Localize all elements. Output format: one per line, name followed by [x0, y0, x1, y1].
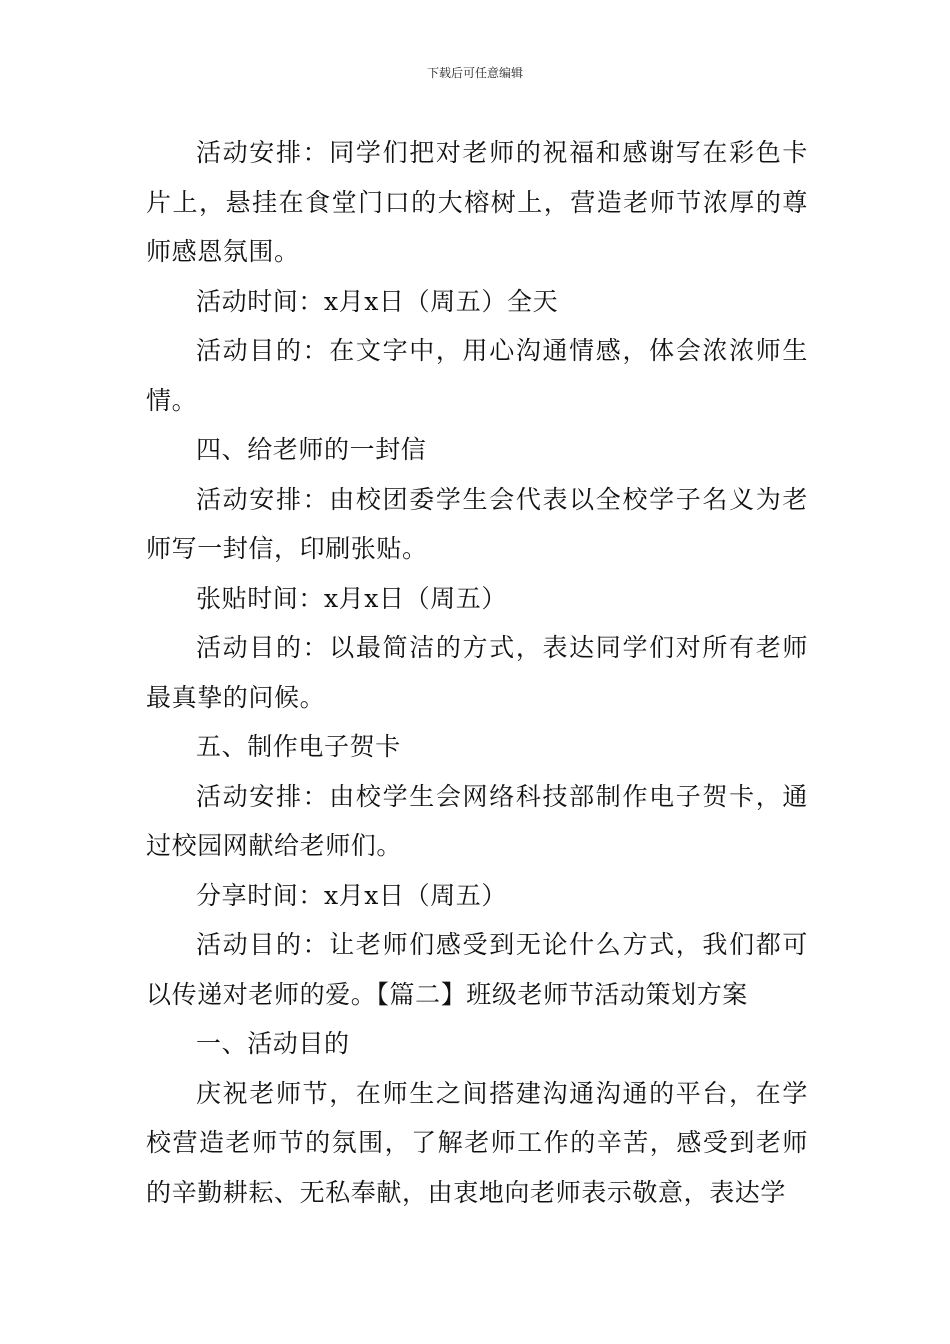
page-header: 下载后可任意编辑 [426, 66, 523, 80]
paragraph-7: 活动目的：以最简洁的方式，表达同学们对所有老师最真挚的问候。 [146, 633, 808, 712]
document-body [146, 128, 808, 1217]
section-heading-4: 四、给老师的一封信 [196, 435, 427, 464]
paragraph-1: 活动安排：同学们把对老师的祝福和感谢写在彩色卡片上，悬挂在食堂门口的大榕树上，营造老师节浓厚的尊师感恩氛围。 [146, 138, 808, 266]
paragraph-3: 活动目的：在文字中，用心沟通情感，体会浓浓师生情。 [146, 336, 808, 415]
paragraph-11: 活动目的：让老师们感受到无论什么方式，我们都可以传递对老师的爱。【篇二】班级老师节活动策划方案 [146, 930, 808, 1009]
paragraph-10: 分享时间：x月x日（周五） [196, 880, 507, 910]
section-heading-1: 一、活动目的 [196, 1029, 350, 1058]
paragraph-9: 活动安排：由校学生会网络科技部制作电子贺卡，通过校园网献给老师们。 [146, 781, 808, 860]
paragraph-2: 活动时间：x月x日（周五）全天 [196, 286, 559, 316]
section-heading-5: 五、制作电子贺卡 [196, 732, 401, 761]
paragraph-5: 活动安排：由校团委学生会代表以全校学子名义为老师写一封信，印刷张贴。 [146, 484, 808, 563]
paragraph-6: 张贴时间：x月x日（周五） [196, 583, 507, 613]
paragraph-13: 庆祝老师节，在师生之间搭建沟通沟通的平台，在学校营造老师节的氛围，了解老师工作的辛苦，感受到老师的辛勤耕耘、无私奉献，由衷地向老师表示敬意，表达学 [146, 1078, 808, 1207]
